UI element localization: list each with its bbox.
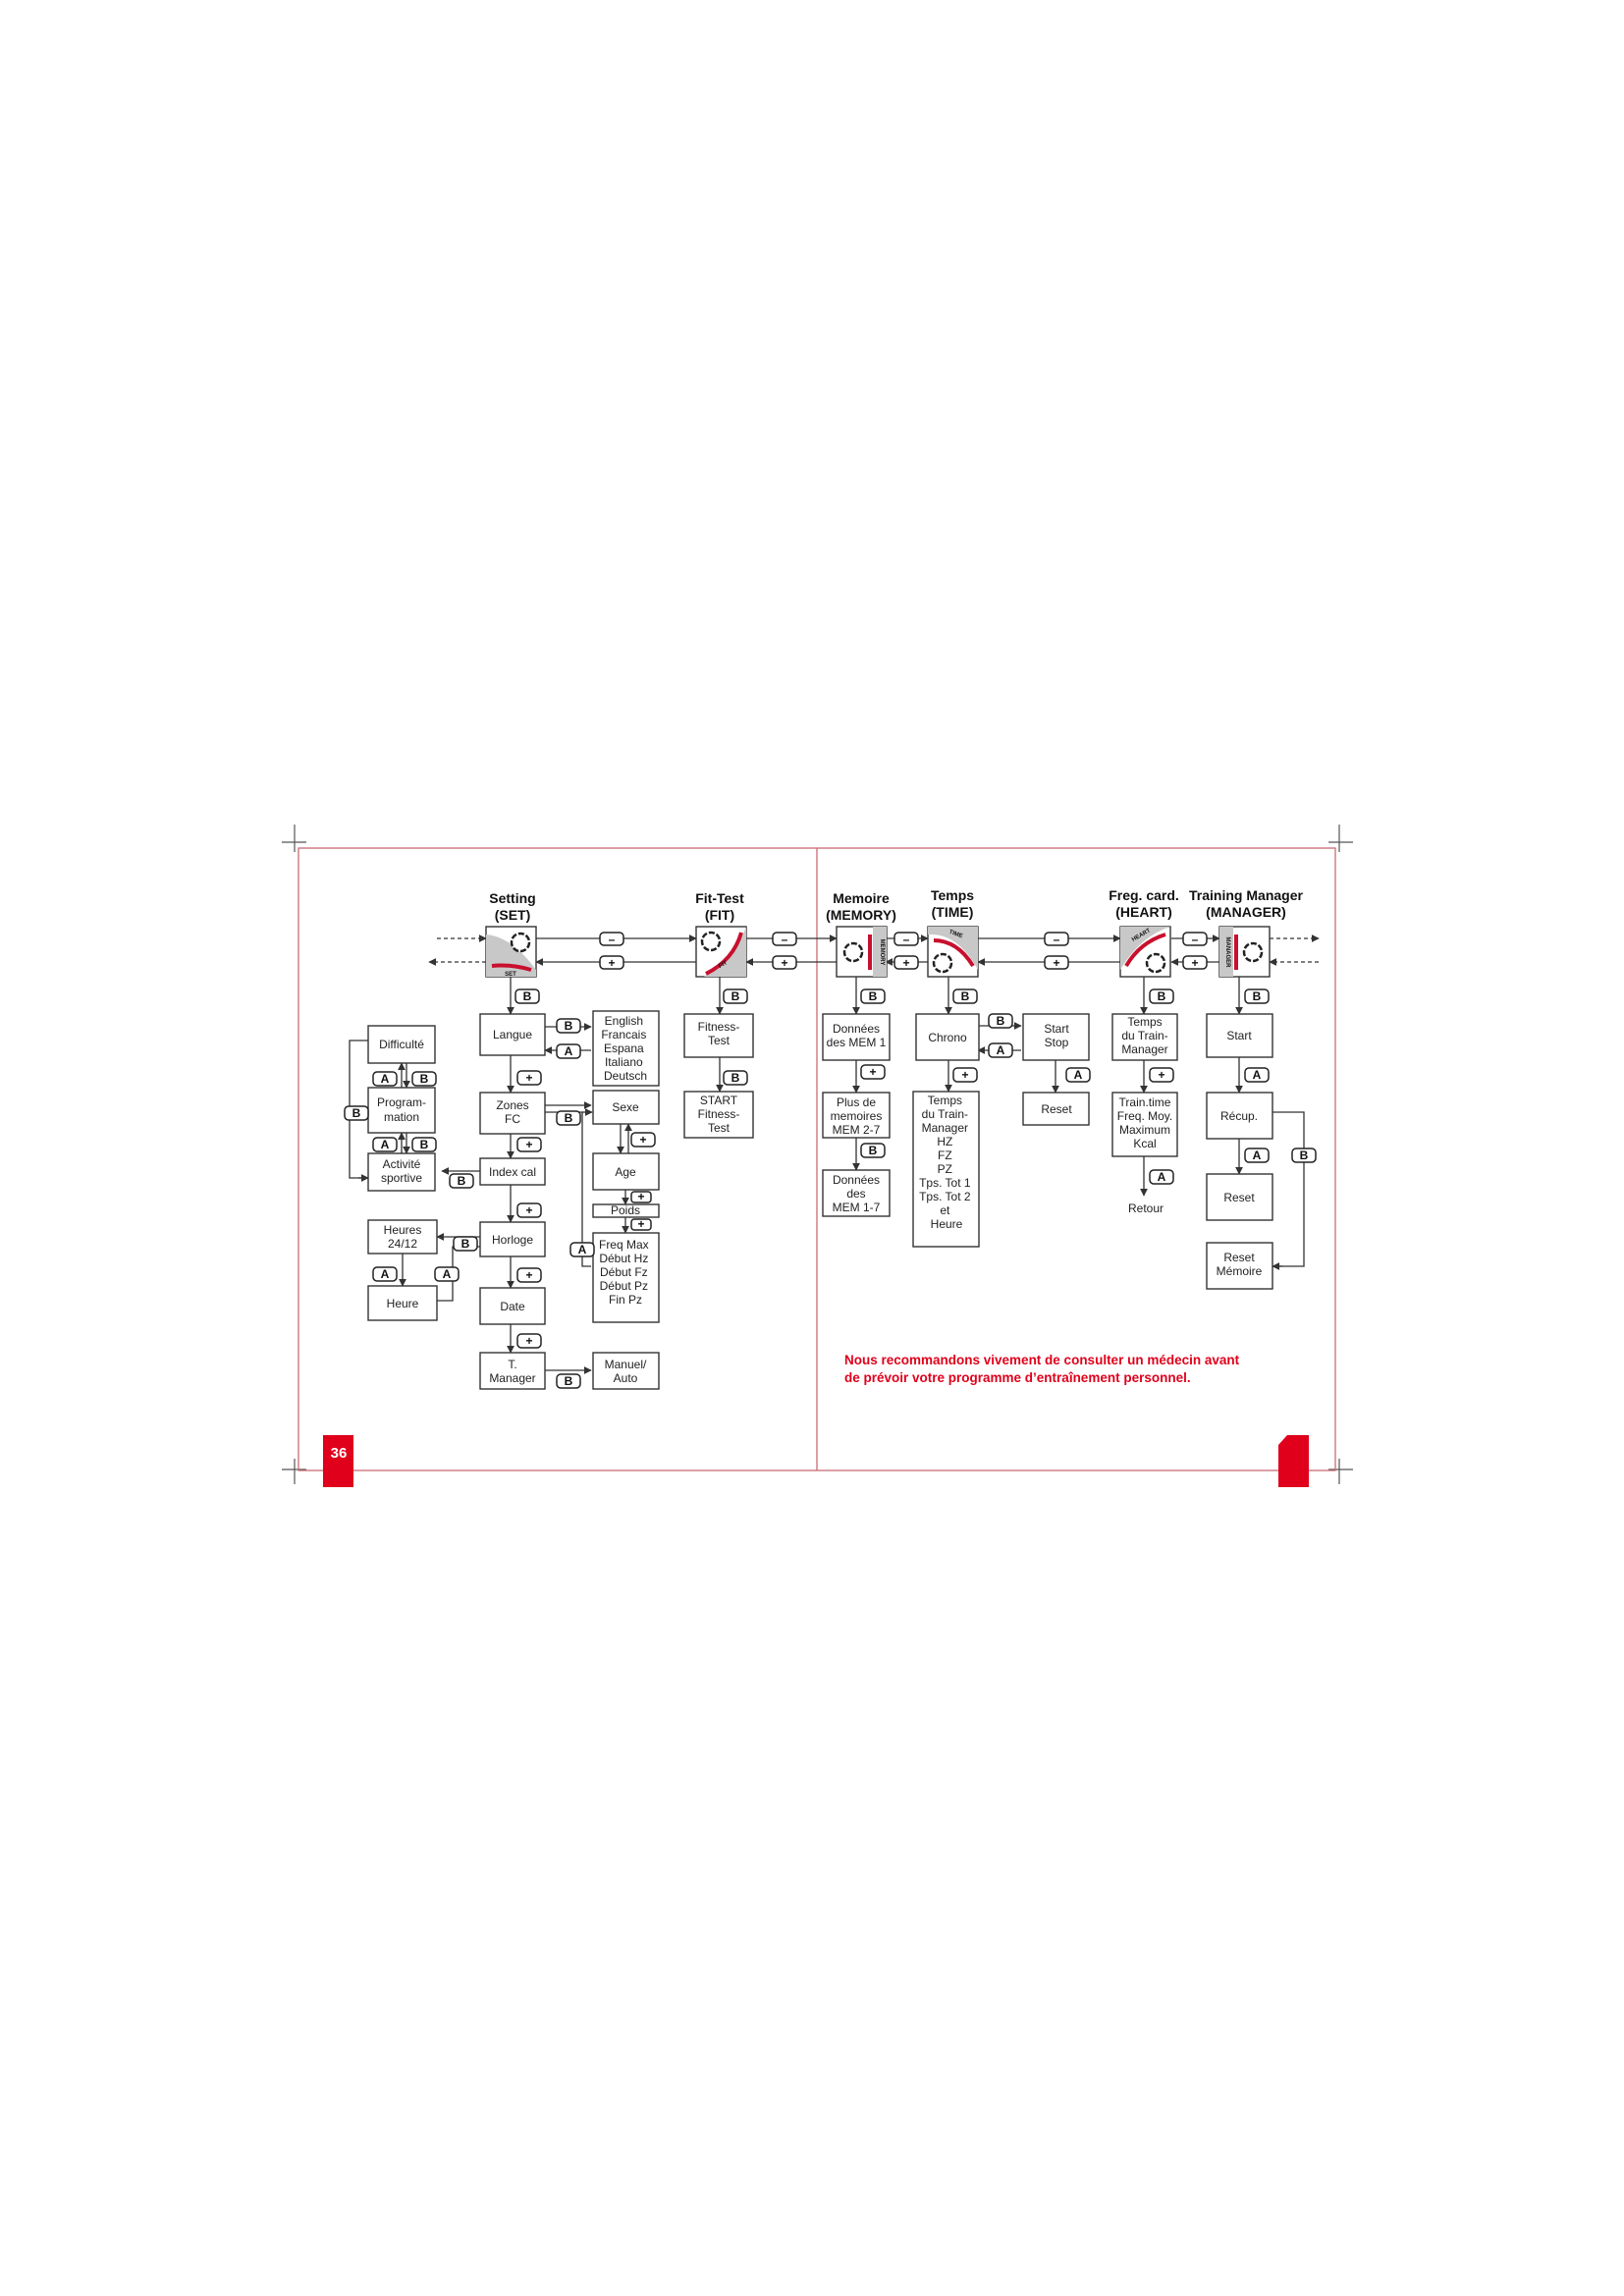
retour-label: Retour [1127,1201,1164,1215]
fit-mode-icon[interactable] [696,927,746,977]
svg-text:HEART: HEART [1131,928,1152,943]
svg-text:A: A [996,1043,1005,1057]
svg-text:StartStop: Start Stop [1044,1022,1069,1049]
plus-button[interactable] [631,1133,655,1147]
a-button[interactable] [373,1138,397,1151]
svg-text:A: A [564,1044,573,1058]
heart-stats-box[interactable] [1112,1093,1177,1156]
svg-text:Langue: Langue [492,1028,533,1041]
svg-text:A: A [380,1138,390,1151]
svg-text:SET: SET [505,972,516,978]
svg-text:+: + [1158,1068,1165,1082]
svg-text:A: A [577,1243,587,1256]
plus-button[interactable] [517,1138,541,1151]
svg-text:T.Manager: T. Manager [489,1358,536,1385]
b-button[interactable] [861,1144,885,1157]
svg-text:+: + [961,1068,969,1082]
heart-mode-icon[interactable] [1120,927,1170,977]
memory-mode-icon[interactable] [837,927,887,977]
svg-text:Date: Date [500,1300,525,1313]
svg-text:Chrono: Chrono [928,1031,967,1044]
t-manager-box[interactable] [480,1353,545,1389]
svg-text:B: B [731,989,740,1003]
svg-text:Donnéesdes MEM 1: Données des MEM 1 [826,1022,887,1049]
svg-text:Plus dememoiresMEM 2-7: Plus de memoires MEM 2-7 [830,1095,883,1137]
plus-de-memoires-box[interactable] [823,1093,890,1138]
heures-format-box[interactable] [368,1220,437,1254]
a-button[interactable] [1245,1068,1269,1082]
svg-text:+: + [902,956,910,970]
svg-text:B: B [419,1072,429,1086]
minus-button[interactable] [773,933,796,946]
a-button[interactable] [989,1043,1012,1057]
langue-box[interactable] [480,1014,545,1055]
donnees-mem1-box[interactable] [823,1014,890,1060]
b-button[interactable] [1245,989,1269,1003]
b-button[interactable] [1150,989,1173,1003]
header-manager: Training Manager (MANAGER) [1189,887,1303,920]
b-button[interactable] [515,989,539,1003]
svg-text:–: – [902,933,910,946]
a-button[interactable] [373,1267,397,1281]
svg-text:B: B [522,989,532,1003]
header-time: Temps (TIME) [930,887,975,920]
b-button[interactable] [989,1014,1012,1028]
svg-text:A: A [1252,1148,1262,1162]
header-setting: Setting (SET) [489,890,536,923]
svg-text:Start: Start [1226,1029,1252,1042]
index-cal-box[interactable] [480,1158,545,1185]
svg-text:Reset: Reset [1041,1102,1072,1116]
plus-button[interactable] [894,956,918,970]
plus-button[interactable] [517,1071,541,1085]
chrono-box[interactable] [916,1014,979,1060]
plus-button[interactable] [1150,1068,1173,1082]
svg-text:MEMORY: MEMORY [879,938,885,966]
a-button[interactable] [1150,1170,1173,1184]
programmation-box[interactable] [368,1088,435,1133]
svg-text:ResetMémoire: Reset Mémoire [1216,1251,1263,1278]
svg-text:A: A [442,1267,452,1281]
svg-text:+: + [525,1203,533,1217]
svg-text:A: A [1073,1068,1083,1082]
time-mode-icon[interactable] [928,927,978,977]
b-button[interactable] [450,1174,473,1188]
svg-text:–: – [1053,933,1060,946]
horloge-box[interactable] [480,1222,545,1256]
b-button[interactable] [557,1374,580,1388]
b-button[interactable] [724,1071,747,1085]
svg-text:Fitness-Test: Fitness-Test [697,1020,740,1047]
svg-text:B: B [352,1106,361,1120]
svg-text:Temps du Train- Ma: Temps du Train- Manager HZ FZ PZ Tps. Tot 1 Tps. Tot 2 et Heure [919,1094,971,1231]
plus-button[interactable] [517,1268,541,1282]
a-button[interactable] [1245,1148,1269,1162]
svg-text:B: B [1299,1148,1309,1162]
svg-text:B: B [960,989,970,1003]
a-button[interactable] [435,1267,459,1281]
svg-text:+: + [637,1190,645,1203]
b-button[interactable] [953,989,977,1003]
svg-text:ZonesFC: Zones FC [496,1098,529,1126]
header-heart: Freg. card. (HEART) [1109,887,1179,920]
svg-text:A: A [1252,1068,1262,1082]
svg-text:+: + [1191,956,1199,970]
svg-text:B: B [564,1019,573,1033]
b-button[interactable] [557,1111,580,1125]
b-button[interactable] [454,1237,477,1251]
svg-text:Difficulté: Difficulté [379,1038,424,1051]
svg-text:B: B [868,989,878,1003]
svg-text:Heures24/12: Heures 24/12 [383,1223,422,1251]
fitness-test-box[interactable] [684,1014,753,1057]
svg-text:Horloge: Horloge [491,1233,534,1247]
manager-start-box[interactable] [1207,1014,1272,1057]
date-box[interactable] [480,1288,545,1324]
svg-text:Heure: Heure [386,1297,419,1310]
b-button[interactable] [1292,1148,1316,1162]
recup-box[interactable] [1207,1093,1272,1139]
set-mode-icon[interactable] [486,927,536,978]
svg-text:Program-mation: Program-mation [376,1095,427,1124]
svg-text:A: A [1157,1170,1166,1184]
temps-list-box[interactable] [913,1092,979,1247]
svg-text:+: + [639,1133,647,1147]
svg-text:B: B [868,1144,878,1157]
b-button[interactable] [412,1072,436,1086]
svg-text:+: + [1053,956,1060,970]
freq-list-box[interactable] [593,1233,659,1322]
b-button[interactable] [861,989,885,1003]
svg-text:B: B [564,1374,573,1388]
page-number: 36 [330,1445,348,1462]
minus-button[interactable] [1045,933,1068,946]
svg-text:A: A [380,1072,390,1086]
svg-text:B: B [457,1174,466,1188]
svg-text:Activitésportive: Activité sportive [380,1157,423,1185]
b-button[interactable] [412,1138,436,1151]
a-button[interactable] [557,1044,580,1058]
languages-box[interactable] [593,1011,659,1086]
start-stop-box[interactable] [1023,1014,1089,1060]
svg-text:+: + [525,1268,533,1282]
start-fitness-test-box[interactable] [684,1092,753,1138]
svg-text:Sexe: Sexe [612,1100,639,1114]
svg-text:DonnéesdesMEM 1-7: Données des MEM 1-7 [832,1173,881,1214]
plus-button[interactable] [517,1203,541,1217]
svg-text:B: B [1157,989,1166,1003]
svg-text:Manuel/Auto: Manuel/ Auto [604,1358,647,1385]
a-button[interactable] [570,1243,594,1256]
svg-text:+: + [525,1071,533,1085]
reset-box[interactable] [1023,1093,1089,1125]
a-button[interactable] [373,1072,397,1086]
minus-button[interactable] [1183,933,1207,946]
svg-text:Age: Age [615,1165,636,1179]
right-page-tab [1278,1435,1309,1487]
svg-text:+: + [525,1334,533,1348]
svg-text:English Francais E: English Francais Espana Italiano Deutsch [601,1014,648,1083]
difficulte-box[interactable] [368,1026,435,1063]
manager-reset-box[interactable] [1207,1174,1272,1220]
svg-text:–: – [608,933,616,946]
svg-text:B: B [1252,989,1262,1003]
heure-box[interactable] [368,1286,437,1320]
minus-button[interactable] [894,933,918,946]
medical-notice: Nous recommandons vivement de consulter un médecin avant de prévoir votre programme d’entraînement personnel. [844,1353,1240,1385]
svg-text:TIME: TIME [947,929,964,940]
svg-text:+: + [869,1065,877,1079]
svg-text:+: + [608,956,616,970]
reset-memoire-box[interactable] [1207,1243,1272,1289]
svg-text:Poids: Poids [610,1203,641,1217]
manuel-auto-box[interactable] [593,1353,659,1389]
header-fit: Fit-Test (FIT) [695,890,744,923]
b-button[interactable] [345,1106,368,1120]
svg-text:MANAGER: MANAGER [1224,936,1230,968]
svg-text:Récup.: Récup. [1219,1109,1259,1123]
svg-text:Tempsdu Train-Manager: Temps du Train-Manager [1121,1015,1168,1056]
plus-button[interactable] [1045,956,1068,970]
svg-text:+: + [525,1138,533,1151]
plus-button[interactable] [631,1190,651,1203]
plus-button[interactable] [773,956,796,970]
svg-text:Train.timeFreq. Moy.MaximumKca: Train.time Freq. Moy. Maximum Kcal [1116,1095,1173,1150]
plus-button[interactable] [631,1217,651,1231]
svg-text:Freq Max Début Hz: Freq Max Début Hz Début Fz Début Pz Fin Pz [598,1238,649,1307]
svg-text:Reset: Reset [1223,1191,1255,1204]
activite-sportive-box[interactable] [368,1153,435,1191]
sexe-box[interactable] [593,1091,659,1124]
plus-button[interactable] [600,956,623,970]
donnees-mem17-box[interactable] [823,1170,890,1216]
header-memory: Memoire (MEMORY) [826,890,896,923]
svg-text:STARTFitness-Test: START Fitness-Test [697,1094,740,1135]
a-button[interactable] [1066,1068,1090,1082]
svg-text:–: – [1191,933,1199,946]
svg-text:B: B [731,1071,740,1085]
zones-fc-box[interactable] [480,1093,545,1134]
svg-text:+: + [637,1217,645,1231]
svg-text:FIT: FIT [718,960,729,970]
b-button[interactable] [557,1019,580,1033]
svg-text:B: B [996,1014,1005,1028]
svg-text:B: B [564,1111,573,1125]
plus-button[interactable] [953,1068,977,1082]
svg-text:–: – [781,933,788,946]
temps-train-manager-box[interactable] [1112,1014,1177,1060]
plus-button[interactable] [861,1065,885,1079]
manager-mode-icon[interactable] [1219,927,1270,977]
minus-button[interactable] [600,933,623,946]
plus-button[interactable] [517,1334,541,1348]
svg-text:Index cal: Index cal [488,1165,537,1179]
age-box[interactable] [593,1153,659,1190]
svg-text:B: B [419,1138,429,1151]
b-button[interactable] [724,989,747,1003]
svg-text:B: B [460,1237,470,1251]
poids-box[interactable] [593,1203,659,1217]
plus-button[interactable] [1183,956,1207,970]
svg-text:A: A [380,1267,390,1281]
svg-text:+: + [781,956,788,970]
